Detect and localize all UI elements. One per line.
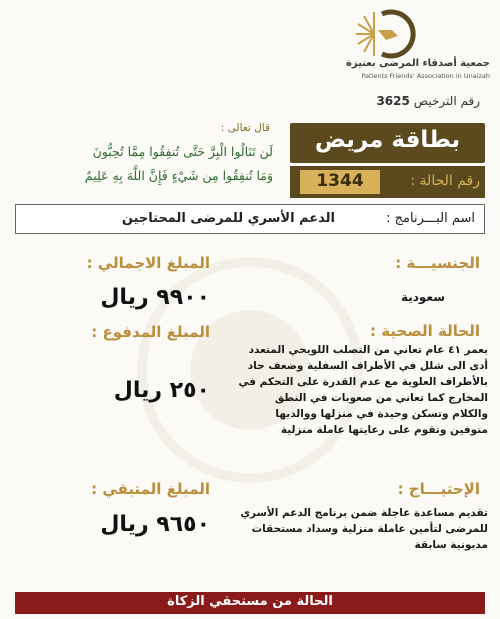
program-label: اسم البـــرنامج :: [386, 211, 475, 226]
org-name-english: Patients Friends' Association in Unaizah: [361, 72, 490, 80]
verse-line-2: وَمَا تُنفِقُوا مِن شَيْءٍ فَإِنَّ اللَّهَ بِهِ عَلِيمٌ: [84, 168, 273, 183]
verse-line-1: لَن تَنَالُوا الْبِرَّ حَتَّى تُنفِقُوا مِمَّا تُحِبُّونَ: [92, 144, 273, 159]
need-label: الإحتيـــاج :: [397, 480, 480, 498]
license-number: 3625: [376, 94, 410, 108]
nationality-value: سعودية: [400, 290, 445, 304]
paid-amount-label: المبلغ المدفوع :: [91, 323, 210, 341]
org-name-arabic: جمعية أصدقاء المرضى بعنيزة: [345, 58, 490, 69]
card-title: بطاقة مريض: [314, 127, 461, 153]
paid-amount-value: ٢٥٠ ريال: [113, 378, 210, 403]
license-label: رقم الترخيص: [413, 94, 480, 108]
case-number-label: رقم الحالة :: [410, 173, 480, 189]
remaining-amount-value: ٩٦٥٠ ريال: [100, 512, 210, 537]
association-logo-icon: [352, 8, 416, 60]
remaining-amount-label: المبلغ المتبقي :: [91, 480, 210, 498]
nationality-label: الجنسيـــة :: [395, 254, 480, 272]
license-line: [290, 94, 480, 108]
health-status-label: الحالة الصحية :: [370, 322, 480, 340]
verse-intro: قال تعالى :: [220, 122, 270, 134]
health-status-text: بعمر ٤١ عام تعاني من التصلب اللويحي المتعدد أدى الى شلل في الأطراف السفلية وضعف حاد بالأطراف العلوية مع عدم القدرة على التحكم في المخارج كما تعاني من صعوبات في النطق والكلام وتسكن وحيدة في منزلها ووالديها متوفين وتقوم على رعايتها عاملة منزلية: [238, 344, 488, 436]
program-value: الدعم الأسري للمرضى المحتاجين: [121, 211, 335, 226]
case-number-value: 1344: [316, 171, 364, 191]
total-amount-value: ٩٩٠٠ ريال: [100, 285, 210, 310]
zakat-eligibility-text: الحالة من مستحقي الزكاة: [167, 594, 333, 609]
total-amount-label: المبلغ الاجمالي :: [86, 254, 210, 272]
need-text: تقديم مساعدة عاجلة ضمن برنامج الدعم الأسري للمرضى لتأمين عاملة منزلية وسداد مستحقات مديونية سابقة: [240, 507, 488, 551]
